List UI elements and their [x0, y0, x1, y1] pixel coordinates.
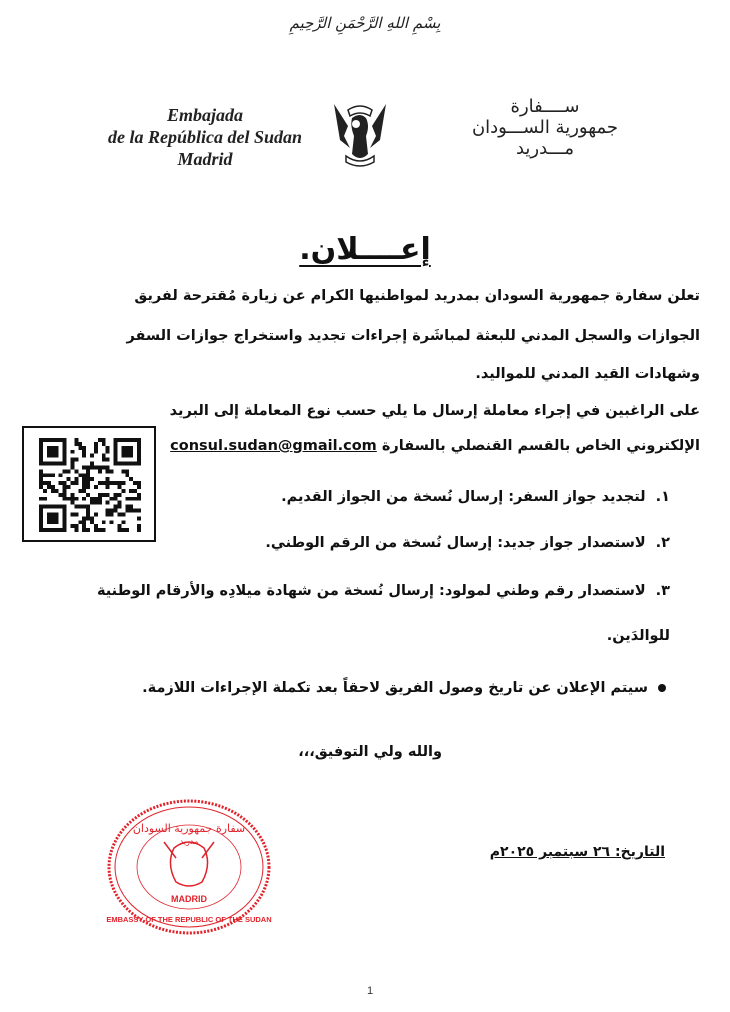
stamp-city-en: MADRID [171, 894, 207, 904]
list-item [281, 489, 670, 505]
spanish-line: de la República del Sudan [107, 127, 302, 147]
instructions-prefix: الإلكتروني الخاص بالقسم القنصلي بالسفارة [381, 438, 700, 454]
qr-code[interactable] [22, 426, 156, 542]
announcement-title [0, 232, 730, 267]
item-number: ٢. [655, 535, 670, 551]
stamp-city-ar: مدريد [179, 837, 199, 846]
arabic-line: ســــفارة [510, 96, 580, 117]
instructions-line: على الراغبين في إجراء معاملة إرسال ما يلي حسب نوع المعاملة إلى البريد [169, 403, 700, 419]
item-text: لاستصدار رقم وطني لمولود: إرسال نُسخة من شهادة ميلادِه والأرقام الوطنية [96, 583, 646, 599]
spanish-line: Embajada [166, 105, 243, 125]
bullet-text: سيتم الإعلان عن تاريخ وصول الفريق لاحقاً بعد تكملة الإجراءات اللازمة. [142, 680, 648, 696]
qr-code-icon [38, 438, 142, 532]
item-text: لاستصدار جواز جديد: إرسال نُسخة من الرقم الوطني. [265, 535, 646, 551]
embassy-name-spanish [95, 104, 315, 170]
title-text: إعــــلان. [299, 232, 431, 267]
intro-line: تعلن سفارة جمهورية السودان بمدريد لمواطنيها الكرام عن زيارة مُقترحة لفريق [134, 288, 700, 304]
list-item [97, 583, 670, 599]
list-item-continuation: للوالدَين. [606, 628, 670, 644]
item-number: ١. [655, 489, 670, 505]
list-item [265, 535, 670, 551]
arabic-line: جمهورية الســـودان [471, 117, 619, 138]
consular-email-link[interactable]: consul.sudan@gmail.com [170, 438, 377, 454]
intro-line: الجوازات والسجل المدني للبعثة لمباشَرة إجراءات تجديد واستخراج جوازات السفر [126, 328, 700, 344]
official-stamp [104, 798, 274, 936]
closing: والله ولي التوفيق،،، [298, 744, 442, 760]
item-number: ٣. [655, 583, 670, 599]
basmala: بِسْمِ اللهِ الرَّحْمَنِ الرَّحِيمِ [289, 14, 441, 32]
embassy-name-arabic [470, 96, 620, 159]
page-number: 1 [366, 985, 374, 997]
spanish-line: Madrid [177, 149, 233, 169]
stamp-top-text: سفارة جمهورية السودان [132, 822, 246, 835]
bullet-note [142, 680, 666, 696]
sudan-emblem-icon [330, 96, 390, 174]
item-text: لتجديد جواز السفر: إرسال نُسخة من الجواز القديم. [281, 489, 646, 505]
bullet-icon [658, 684, 666, 692]
intro-line: وشهادات القيد المدني للمواليد. [475, 366, 700, 382]
instructions-line-2 [170, 438, 700, 454]
stamp-bottom-text: EMBASSY OF THE REPUBLIC OF THE SUDAN [106, 915, 272, 924]
arabic-line: مـــدريد [515, 138, 575, 159]
document-date: التاريخ: ٢٦ سبتمبر ٢٠٢٥م [489, 844, 665, 860]
